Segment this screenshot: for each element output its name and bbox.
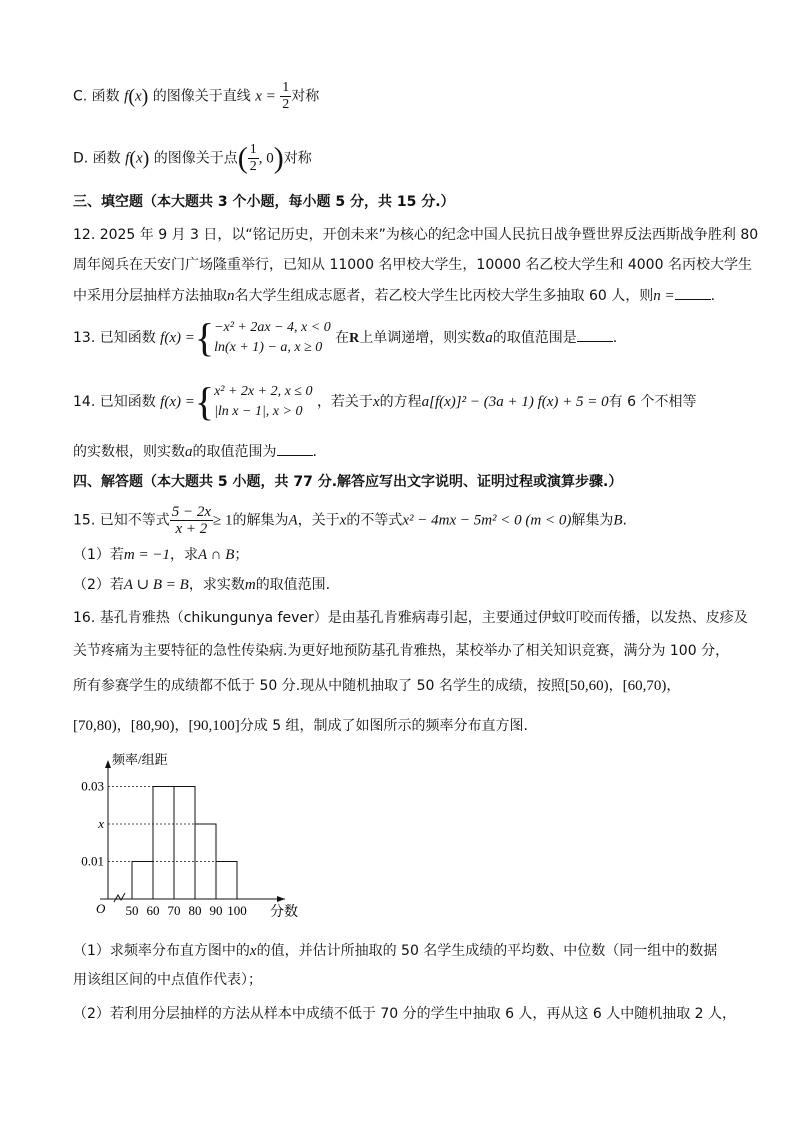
- x-tick-label: 70: [167, 903, 181, 918]
- period: .: [312, 444, 317, 460]
- var-x: x: [135, 150, 143, 167]
- var-a: a: [485, 330, 493, 346]
- frequency-histogram: [70, 750, 310, 930]
- q12-line2: 周年阅兵在天安门广场隆重举行，已知从 11000 名甲校大学生，10000 名乙校大学生和 4000 名丙校大学生: [73, 257, 752, 273]
- q12-text-b: 名大学生组成志愿者，若乙校大学生比丙校大学生多抽取 60 人，则: [234, 288, 654, 304]
- period: .: [612, 330, 618, 346]
- x-axis-label: 分数: [270, 905, 298, 920]
- interval-2: [60,70): [622, 678, 667, 694]
- case-2: |ln x − 1|, x > 0: [214, 404, 303, 419]
- q13: [73, 315, 618, 360]
- set-A: A: [288, 512, 298, 529]
- origin-label: O: [96, 901, 106, 916]
- y-tick-label: 0.03: [81, 778, 104, 794]
- option-d-suffix: 对称: [283, 150, 312, 167]
- answer-blank: [277, 441, 313, 456]
- option-c-prefix: C. 函数: [73, 88, 120, 105]
- q13-text-c: 上单调递增，则实数: [359, 330, 486, 346]
- q14: [73, 379, 697, 424]
- frac-num: 5 − 2x: [171, 504, 211, 520]
- histogram-bar: [216, 862, 237, 900]
- var-x: x: [372, 394, 380, 410]
- var-n-eq: n =: [653, 288, 675, 304]
- m-value: m = −1: [123, 547, 170, 563]
- q14-text-f: 的取值范围为: [192, 444, 277, 460]
- part-label: （1）若: [73, 547, 124, 563]
- q14-text-a: 14. 已知函数: [73, 394, 156, 410]
- axis-break: [114, 893, 125, 902]
- piecewise-cases: [214, 318, 331, 358]
- inequality-fraction: [170, 504, 213, 537]
- equation: a[f(x)]² − (3a + 1) f(x) + 5 = 0: [421, 394, 609, 410]
- q15-text-b: 的解集为: [232, 512, 289, 529]
- fraction-half: [248, 142, 259, 175]
- frac-den: 2: [249, 159, 257, 174]
- q15-text-a: 15. 已知不等式: [73, 512, 170, 529]
- answer-blank: [675, 285, 711, 300]
- x-tick-label: 90: [209, 903, 223, 918]
- x-tick-label: 60: [146, 903, 160, 918]
- case-1: −x² + 2ax − 4, x < 0: [214, 320, 331, 335]
- frac-num: 1: [282, 80, 290, 95]
- q14-text-e: 的实数根，则实数: [73, 444, 185, 460]
- frac-num: 1: [249, 142, 257, 157]
- q16-line4: [70,80)，[80,90)，[90,100]分成 5 组，制成了如图所示的频率分布直方图.: [73, 718, 529, 734]
- interval-3: [70,80): [73, 718, 117, 734]
- x-tick-label: 50: [125, 903, 139, 918]
- option-d: D. 函数 f(x) 的图像关于点( $\frac{1}{2}$ , 0)对称: [73, 141, 312, 175]
- var-a: a: [185, 444, 193, 460]
- case-2: ln(x + 1) − a, x ≥ 0: [214, 340, 323, 355]
- var-m: m: [244, 577, 256, 593]
- q16-part1: [73, 941, 717, 961]
- y-axis-label: 频率/组距: [112, 752, 168, 767]
- q16-p1-text: 的值，并估计所抽取的 50 名学生成绩的平均数、中位数（同一组中的数据: [256, 943, 718, 959]
- q14-text-d: 有 6 个不相等: [608, 394, 697, 410]
- option-c: C. 函数 f(x) 的图像关于直线 x = $\frac{1}{2}$ 对称: [73, 80, 320, 112]
- q16-text: 所有参赛学生的成绩都不低于 50 分.现从中随机抽取了 50 名学生的成绩，按照: [73, 678, 565, 694]
- part-label: （2）若: [73, 577, 124, 593]
- y-tick-label: x: [98, 816, 104, 831]
- q16-line1: 16. 基孔肯雅热（chikungunya fever）是由基孔肯雅病毒引起，主要通过伊蚊叮咬而传播，以发热、皮疹及: [73, 610, 748, 626]
- q16-part1-cont: 用该组区间的中点值作代表）；: [73, 972, 262, 988]
- q15-text-d: 的不等式: [346, 512, 403, 529]
- eq-x: x =: [255, 88, 276, 105]
- part-label: （1）求频率分布直方图中的: [73, 943, 250, 959]
- piecewise-cases: [214, 382, 312, 422]
- left-brace: {: [194, 315, 215, 360]
- q15-text-c: ，关于: [297, 512, 340, 529]
- x-axis-arrow: [277, 896, 285, 902]
- inequality: x² − 4mx − 5m² < 0 (m < 0): [402, 512, 572, 529]
- set-R: R: [349, 331, 360, 346]
- interval-1: [50,60): [564, 678, 609, 694]
- histogram-bar: [174, 787, 195, 900]
- func-fx: f(x) =: [160, 394, 195, 410]
- set-B: B: [613, 512, 623, 529]
- option-c-mid: 的图像关于直线: [152, 88, 251, 105]
- y-axis-arrow: [105, 760, 111, 768]
- q15-part1: [73, 545, 248, 565]
- q13-text-d: 的取值范围是: [492, 330, 577, 346]
- var-x: x: [249, 943, 257, 959]
- func-f: f: [125, 150, 130, 167]
- q16-text-b: 分成 5 组，制成了如图所示的频率分布直方图.: [239, 718, 529, 734]
- var-x: x: [339, 512, 347, 529]
- q12-text-a: 中采用分层抽样方法抽取: [73, 288, 227, 304]
- period: .: [622, 512, 627, 529]
- q16-line2: 关节疼痛为主要特征的急性传染病.为更好地预防基孔肯雅热，某校举办了相关知识竞赛，满分为 100 分，: [73, 643, 730, 659]
- case-1: x² + 2x + 2, x ≤ 0: [214, 384, 313, 399]
- var-n: n: [227, 288, 235, 304]
- q14-text-c: 的方程: [379, 394, 422, 410]
- option-c-suffix: 对称: [291, 88, 320, 105]
- answer-blank: [577, 327, 613, 342]
- q14-text-b: ，若关于: [316, 394, 373, 410]
- option-d-prefix: D. 函数: [73, 150, 121, 167]
- q15-text-e: 解集为: [571, 512, 614, 529]
- interval-5: [90,100]: [188, 718, 240, 734]
- fraction-half: [280, 80, 291, 113]
- histogram-bar: [153, 787, 174, 900]
- q16-line3: 所有参赛学生的成绩都不低于 50 分.现从中随机抽取了 50 名学生的成绩，按照[50,60)，[60,70)，: [73, 678, 681, 694]
- q13-text-b: 在: [335, 330, 350, 346]
- histogram-bar: [132, 862, 153, 900]
- q12-line1: 12. 2025 年 9 月 3 日，以“铭记历史，开创未来”为核心的纪念中国人民抗日战争暨世界反法西斯战争胜利 80: [73, 227, 759, 243]
- x-tick-label: 80: [188, 903, 202, 918]
- q16-part2: （2）若利用分层抽样的方法从样本中成绩不低于 70 分的学生中抽取 6 人，再从这 6 人中随机抽取 2 人，: [73, 1006, 737, 1022]
- point-y: , 0: [258, 150, 274, 167]
- ge-one: ≥ 1: [213, 512, 233, 529]
- func-fx: f(x) =: [160, 330, 195, 346]
- q15-p2-text: ，求实数: [188, 577, 245, 593]
- period: .: [710, 288, 716, 304]
- interval-4: [80,90): [130, 718, 175, 734]
- semicolon: ；: [234, 547, 249, 563]
- intersection: A ∩ B: [198, 547, 235, 563]
- left-brace: {: [194, 379, 215, 424]
- frac-den: 2: [282, 97, 290, 112]
- x-tick-label: 100: [227, 903, 247, 918]
- q12-line3: [73, 285, 715, 306]
- q14-line2: [73, 441, 317, 462]
- frac-den: x + 2: [175, 521, 208, 537]
- section-4-heading: 四、解答题（本大题共 5 小题，共 77 分.解答应写出文字说明、证明过程或演算步骤.）: [73, 474, 623, 490]
- q15: [73, 504, 627, 537]
- union: A ∪ B = B: [123, 577, 189, 593]
- option-d-mid: 的图像关于点: [153, 150, 238, 167]
- var-x: x: [134, 88, 142, 105]
- section-3-heading: 三、填空题（本大题共 3 个小题，每小题 5 分，共 15 分.）: [73, 194, 455, 210]
- q15-p1-text: ，求: [170, 547, 198, 563]
- func-f: f: [124, 88, 129, 105]
- q13-text-a: 13. 已知函数: [73, 330, 156, 346]
- q15-part2: [73, 575, 330, 595]
- q15-p2-end: 的取值范围.: [255, 577, 331, 593]
- y-tick-label: 0.01: [81, 853, 104, 869]
